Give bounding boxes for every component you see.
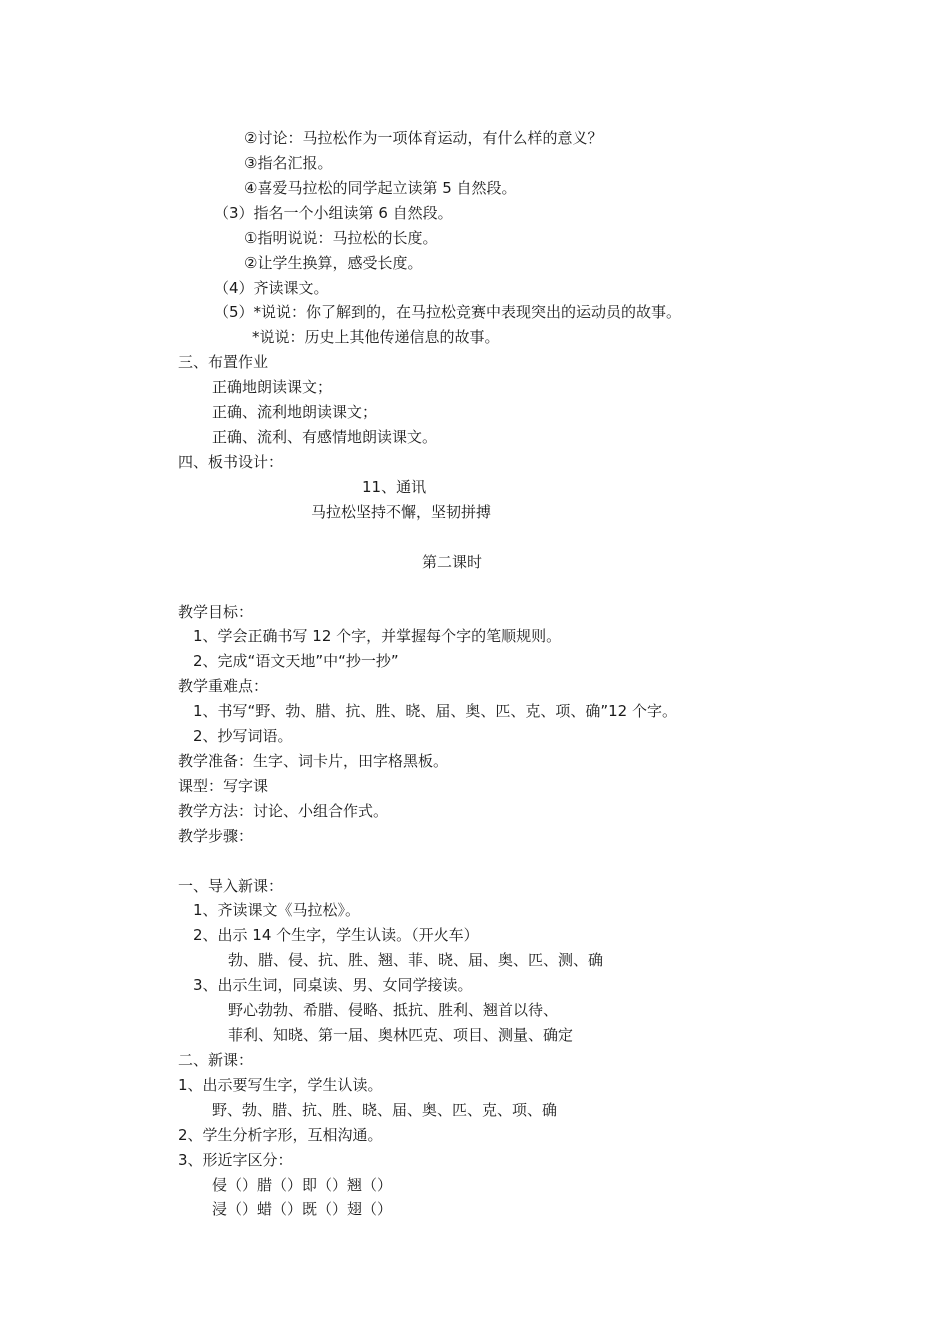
text-line: ④喜爱马拉松的同学起立读第 5 自然段。	[244, 179, 517, 197]
text-line: 浸（）蜡（）既（）翅（）	[212, 1200, 393, 1218]
text-line: 正确、流利、有感情地朗读课文。	[212, 428, 438, 446]
text-line: 教学准备：生字、词卡片，田字格黑板。	[178, 752, 449, 770]
text-line: 菲利、知晓、第一届、奥林匹克、项目、测量、确定	[228, 1026, 574, 1044]
section-heading: 教学重难点：	[178, 677, 269, 695]
text-line: 3、形近字区分：	[178, 1151, 293, 1169]
text-line: 1、齐读课文《马拉松》。	[193, 901, 361, 919]
text-line: 课型：写字课	[178, 777, 269, 795]
text-line: ①指明说说：马拉松的长度。	[244, 229, 438, 247]
text-line: 1、书写“野、勃、腊、抗、胜、晓、届、奥、匹、克、项、确”12 个字。	[193, 702, 677, 720]
text-line: 教学方法：讨论、小组合作式。	[178, 802, 389, 820]
text-line: 2、出示 14 个生字，学生认读。（开火车）	[193, 926, 479, 944]
text-line: *说说：历史上其他传递信息的故事。	[252, 328, 500, 346]
text-line: （4）齐读课文。	[214, 279, 329, 297]
text-line: 3、出示生词，同桌读、男、女同学接读。	[193, 976, 473, 994]
lesson-title: 第二课时	[422, 553, 483, 571]
text-line: （3）指名一个小组读第 6 自然段。	[214, 204, 453, 222]
text-line: ②让学生换算，感受长度。	[244, 254, 423, 272]
section-heading: 教学步骤：	[178, 827, 254, 845]
text-line: 正确地朗读课文；	[212, 378, 333, 396]
board-title: 11、通讯	[362, 478, 427, 496]
section-heading: 二、新课：	[178, 1051, 254, 1069]
text-line: 1、学会正确书写 12 个字，并掌握每个字的笔顺规则。	[193, 627, 562, 645]
text-line: 野心勃勃、希腊、侵略、抵抗、胜利、翘首以待、	[228, 1001, 559, 1019]
section-heading: 三、布置作业	[178, 353, 269, 371]
text-line: 勃、腊、侵、抗、胜、翘、菲、晓、届、奥、匹、测、确	[228, 951, 604, 969]
text-line: 正确、流利地朗读课文；	[212, 403, 378, 421]
board-text: 马拉松坚持不懈，坚韧拼搏	[311, 503, 492, 521]
section-heading: 教学目标：	[178, 603, 254, 621]
text-line: （5）*说说：你了解到的，在马拉松竞赛中表现突出的运动员的故事。	[214, 303, 682, 321]
text-line: ③指名汇报。	[244, 154, 333, 172]
text-line: 2、完成“语文天地”中“抄一抄”	[193, 652, 399, 670]
text-line: 1、出示要写生字，学生认读。	[178, 1076, 383, 1094]
text-line: ②讨论：马拉松作为一项体育运动，有什么样的意义？	[244, 129, 603, 147]
text-line: 侵（）腊（）即（）翘（）	[212, 1176, 393, 1194]
section-heading: 一、导入新课：	[178, 877, 284, 895]
text-line: 野、勃、腊、抗、胜、晓、届、奥、匹、克、项、确	[212, 1101, 558, 1119]
section-heading: 四、板书设计：	[178, 453, 284, 471]
text-line: 2、学生分析字形，互相沟通。	[178, 1126, 383, 1144]
text-line: 2、抄写词语。	[193, 727, 293, 745]
